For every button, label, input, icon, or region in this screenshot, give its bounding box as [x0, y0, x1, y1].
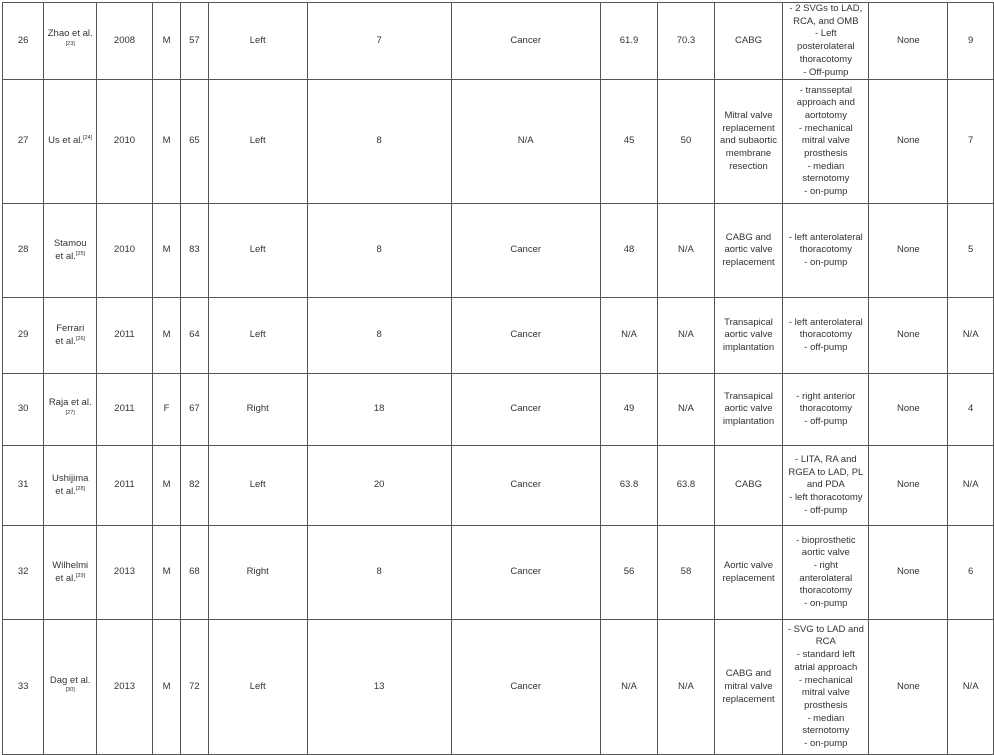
technique-detail-line: - mechanical	[798, 674, 853, 686]
technique-detail-line: - standard left	[796, 649, 855, 661]
technique-detail-line: and PDA	[806, 479, 845, 491]
reference-citation: [28]	[75, 485, 86, 492]
author-cell	[44, 526, 97, 620]
follow-up-cell: N/A	[948, 446, 994, 526]
table-row	[3, 374, 994, 446]
indication-cell: Cancer	[451, 374, 600, 446]
author-cell	[44, 80, 97, 204]
table-row	[3, 3, 994, 80]
indication-cell: N/A	[451, 80, 600, 204]
technique-detail-line: - on-pump	[804, 186, 848, 198]
reference-citation: [24]	[83, 135, 93, 142]
age-cell: 83	[181, 204, 209, 298]
case-table	[2, 2, 994, 755]
table-row	[3, 446, 994, 526]
technique-detail-line: thoracotomy	[799, 244, 852, 256]
sex-cell: M	[152, 80, 180, 204]
side-cell: Right	[208, 374, 307, 446]
sex-cell: M	[152, 526, 180, 620]
case-number-cell: 28	[3, 204, 44, 298]
technique-details-cell	[783, 526, 869, 620]
procedure-cell: Transapical aortic valve implantation	[714, 374, 783, 446]
procedure-cell: Mitral valve replacement and subaortic membrane resection	[714, 80, 783, 204]
technique-detail-line: - median	[807, 160, 845, 172]
technique-detail-line: anterolateral	[799, 572, 853, 584]
technique-detail-line: RCA	[815, 636, 836, 648]
sex-cell: M	[152, 446, 180, 526]
sex-cell: M	[152, 204, 180, 298]
interval-cell: 20	[307, 446, 451, 526]
case-number-cell: 33	[3, 620, 44, 755]
author-cell	[44, 446, 97, 526]
technique-detail-line: - on-pump	[804, 738, 848, 750]
value-pre-cell: 45	[600, 80, 657, 204]
technique-detail-line: sternotomy	[802, 173, 850, 185]
procedure-cell: CABG	[714, 3, 783, 80]
value-pre-cell: 48	[600, 204, 657, 298]
technique-details-cell	[783, 80, 869, 204]
author-name: Stamou et al.	[53, 238, 87, 262]
case-number-cell: 32	[3, 526, 44, 620]
technique-detail-line: RGEA to LAD, PL	[788, 466, 864, 478]
case-number-cell: 26	[3, 3, 44, 80]
sex-cell: M	[152, 620, 180, 755]
technique-detail-line: - left anterolateral	[788, 231, 863, 243]
value-post-cell: 58	[658, 526, 715, 620]
indication-cell: Cancer	[451, 204, 600, 298]
value-pre-cell: N/A	[600, 298, 657, 374]
table-row	[3, 526, 994, 620]
complication-cell: None	[869, 374, 948, 446]
interval-cell: 8	[307, 80, 451, 204]
year-cell: 2013	[97, 526, 153, 620]
side-cell: Left	[208, 80, 307, 204]
reference-citation: [25]	[75, 250, 86, 257]
technique-detail-line: mitral valve	[801, 687, 850, 699]
follow-up-cell: 7	[948, 80, 994, 204]
side-cell: Right	[208, 526, 307, 620]
side-cell: Left	[208, 446, 307, 526]
age-cell: 65	[181, 80, 209, 204]
case-number-cell: 29	[3, 298, 44, 374]
indication-cell: Cancer	[451, 526, 600, 620]
indication-cell: Cancer	[451, 446, 600, 526]
technique-detail-line: mitral valve	[801, 135, 850, 147]
side-cell: Left	[208, 298, 307, 374]
technique-detail-line: - on-pump	[804, 257, 848, 269]
technique-detail-line: prosthesis	[804, 699, 848, 711]
procedure-cell: CABG	[714, 446, 783, 526]
technique-detail-line: - left thoracotomy	[789, 492, 863, 504]
follow-up-cell: N/A	[948, 620, 994, 755]
interval-cell: 13	[307, 620, 451, 755]
technique-detail-line: - Left posterolateral	[797, 28, 855, 53]
follow-up-cell: 4	[948, 374, 994, 446]
side-cell: Left	[208, 204, 307, 298]
follow-up-cell: 6	[948, 526, 994, 620]
sex-cell: F	[152, 374, 180, 446]
technique-details-cell	[783, 204, 869, 298]
interval-cell: 18	[307, 374, 451, 446]
indication-cell: Cancer	[451, 620, 600, 755]
technique-detail-line: approach and	[796, 97, 855, 109]
complication-cell: None	[869, 3, 948, 80]
value-pre-cell: 63.8	[600, 446, 657, 526]
author-name: Zhao et al.	[47, 28, 93, 40]
complication-cell: None	[869, 526, 948, 620]
reference-citation: [29]	[75, 572, 86, 579]
sex-cell: M	[152, 298, 180, 374]
age-cell: 68	[181, 526, 209, 620]
case-number-cell: 30	[3, 374, 44, 446]
indication-cell: Cancer	[451, 3, 600, 80]
technique-detail-line: - transseptal	[799, 84, 852, 96]
value-pre-cell: 56	[600, 526, 657, 620]
author-name: Ferrari et al.	[55, 323, 85, 347]
case-number-cell: 31	[3, 446, 44, 526]
technique-detail-line: - 2 SVGs to LAD,	[789, 3, 863, 14]
year-cell: 2011	[97, 374, 153, 446]
technique-detail-line: - bioprosthetic	[796, 534, 856, 546]
indication-cell: Cancer	[451, 298, 600, 374]
technique-detail-line: - SVG to LAD and	[787, 623, 864, 635]
table-body	[3, 3, 994, 755]
technique-detail-line: thoracotomy	[799, 403, 852, 415]
author-cell	[44, 298, 97, 374]
value-post-cell: 50	[658, 80, 715, 204]
age-cell: 72	[181, 620, 209, 755]
author-name: Dag et al.	[49, 674, 91, 686]
value-pre-cell: N/A	[600, 620, 657, 755]
reference-citation: [23]	[65, 40, 75, 47]
complication-cell: None	[869, 620, 948, 755]
reference-citation: [30]	[65, 687, 75, 694]
follow-up-cell: 9	[948, 3, 994, 80]
author-cell	[44, 620, 97, 755]
author-name: Ushijima et al.	[51, 473, 89, 497]
value-post-cell: 70.3	[658, 3, 715, 80]
procedure-cell: Transapical aortic valve implantation	[714, 298, 783, 374]
procedure-cell: Aortic valve replacement	[714, 526, 783, 620]
procedure-cell: CABG and aortic valve replacement	[714, 204, 783, 298]
technique-detail-line: prosthesis	[804, 148, 848, 160]
technique-detail-line: - mechanical	[798, 122, 853, 134]
complication-cell: None	[869, 298, 948, 374]
author-name: Wilhelmi et al.	[52, 560, 89, 584]
year-cell: 2010	[97, 204, 153, 298]
sex-cell: M	[152, 3, 180, 80]
technique-detail-line: - off-pump	[804, 416, 848, 428]
value-pre-cell: 61.9	[600, 3, 657, 80]
technique-detail-line: - Off-pump	[803, 66, 849, 78]
technique-detail-line: atrial approach	[794, 661, 858, 673]
year-cell: 2008	[97, 3, 153, 80]
year-cell: 2011	[97, 298, 153, 374]
complication-cell: None	[869, 80, 948, 204]
value-pre-cell: 49	[600, 374, 657, 446]
author-cell	[44, 3, 97, 80]
table-row	[3, 620, 994, 755]
age-cell: 82	[181, 446, 209, 526]
technique-detail-line: aortic valve	[801, 547, 850, 559]
technique-detail-line: thoracotomy	[799, 329, 852, 341]
interval-cell: 8	[307, 298, 451, 374]
year-cell: 2010	[97, 80, 153, 204]
author-name: Us et al.	[48, 135, 84, 147]
follow-up-cell: 5	[948, 204, 994, 298]
technique-details-cell	[783, 446, 869, 526]
reference-citation: [26]	[75, 335, 86, 342]
technique-detail-line: aortotomy	[804, 109, 847, 121]
author-cell	[44, 374, 97, 446]
author-name: Raja et al.	[48, 397, 92, 409]
technique-details-cell	[783, 298, 869, 374]
reference-citation: [27]	[65, 409, 75, 416]
value-post-cell: N/A	[658, 298, 715, 374]
table-row	[3, 204, 994, 298]
table-row	[3, 80, 994, 204]
side-cell: Left	[208, 620, 307, 755]
value-post-cell: 63.8	[658, 446, 715, 526]
technique-detail-line: thoracotomy	[799, 53, 852, 65]
technique-detail-line: RCA, and OMB	[793, 15, 859, 27]
technique-detail-line: sternotomy	[802, 725, 850, 737]
interval-cell: 8	[307, 526, 451, 620]
technique-details-cell	[783, 620, 869, 755]
complication-cell: None	[869, 204, 948, 298]
author-cell	[44, 204, 97, 298]
technique-detail-line: - LITA, RA and	[795, 453, 857, 465]
interval-cell: 7	[307, 3, 451, 80]
complication-cell: None	[869, 446, 948, 526]
technique-detail-line: - off-pump	[804, 504, 848, 516]
value-post-cell: N/A	[658, 374, 715, 446]
technique-detail-line: - median	[807, 712, 845, 724]
follow-up-cell: N/A	[948, 298, 994, 374]
technique-detail-line: - on-pump	[804, 598, 848, 610]
technique-details-cell	[783, 374, 869, 446]
technique-detail-line: - right	[813, 560, 838, 572]
age-cell: 64	[181, 298, 209, 374]
technique-details-cell	[783, 3, 869, 80]
year-cell: 2011	[97, 446, 153, 526]
case-number-cell: 27	[3, 80, 44, 204]
technique-detail-line: - right anterior	[796, 390, 856, 402]
year-cell: 2013	[97, 620, 153, 755]
value-post-cell: N/A	[658, 620, 715, 755]
technique-detail-line: - left anterolateral	[788, 316, 863, 328]
procedure-cell: CABG and mitral valve replacement	[714, 620, 783, 755]
technique-detail-line: - off-pump	[804, 342, 848, 354]
side-cell: Left	[208, 3, 307, 80]
age-cell: 67	[181, 374, 209, 446]
interval-cell: 8	[307, 204, 451, 298]
table-row	[3, 298, 994, 374]
technique-detail-line: thoracotomy	[799, 585, 852, 597]
value-post-cell: N/A	[658, 204, 715, 298]
age-cell: 57	[181, 3, 209, 80]
